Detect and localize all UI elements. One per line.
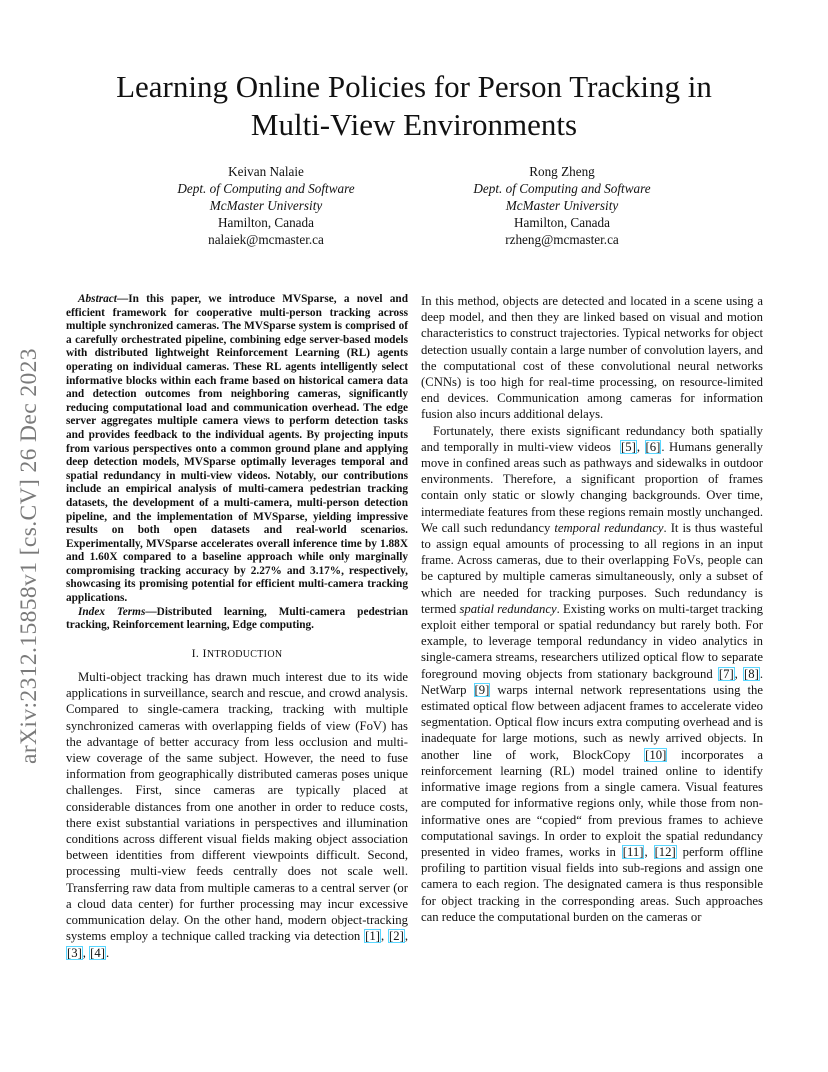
- section-title-rest: NTRODUCTION: [206, 648, 283, 660]
- author-location: Hamilton, Canada: [218, 215, 314, 230]
- citation-link[interactable]: [10]: [645, 747, 667, 762]
- text-run: incorporates a reinforcement learning (RL) model trained online to identify informative image regions from a single camera. Visual features are computed for informative regions only, while those from non-informative ones are “copied“ from previous frames to achieve computational savings. In order to exploit the spatial redundancy presented in video frames, works in: [421, 747, 764, 859]
- section-title-first: I: [202, 645, 207, 660]
- citation-link[interactable]: [9]: [474, 682, 490, 697]
- citation-link[interactable]: [6]: [645, 439, 661, 454]
- body-paragraph-1: In this method, objects are detected and located in a scene using a deep model, and then they are linked based on visual and motion characteristics to construct trajectories. Typical networks for object detection usually contain a large number of convolution layers, and the computational cost of these convolutional neural networks (CNNs) is too high for real-time processing, on resource-limited end devices. Communication among cameras for information fusion also incurs additional delays.: [421, 294, 763, 422]
- citation-link[interactable]: [8]: [744, 666, 759, 681]
- title-line-2: Multi-View Environments: [250, 107, 578, 142]
- author-email[interactable]: nalaiek@mcmaster.ca: [208, 232, 324, 247]
- citation-link[interactable]: [3]: [67, 945, 82, 960]
- text-run: . NetWarp: [421, 666, 764, 697]
- author-name: Keivan Nalaie: [228, 164, 304, 179]
- author-dept: Dept. of Computing and Software: [177, 181, 355, 196]
- index-terms: [66, 606, 408, 633]
- citation-link[interactable]: [5]: [621, 439, 636, 454]
- abstract-label: Abstract: [78, 293, 117, 305]
- author-univ: McMaster University: [505, 198, 619, 213]
- citation-link[interactable]: [7]: [718, 666, 734, 681]
- text-run: Fortunately, there exists significant redundancy both spatially and temporally in multi-view videos: [421, 423, 763, 454]
- arxiv-stamp-text[interactable]: arXiv:2312.15858v1 [cs.CV] 26 Dec 2023: [16, 348, 42, 764]
- citation-link[interactable]: [11]: [622, 844, 644, 859]
- citation-link[interactable]: [4]: [90, 945, 105, 960]
- author-block-2: [412, 163, 712, 248]
- text-run: . Humans generally move in confined areas such as pathways and sidewalks in outdoor environments. Therefore, a significant proportion of frames contain only static or slowly changing backgrounds. Over time, intermediate features from these regions remain mostly unchanged. We call such redundancy: [421, 439, 763, 535]
- author-location: Hamilton, Canada: [514, 215, 610, 230]
- citation-link[interactable]: [2]: [389, 929, 404, 944]
- temporal-redundancy-term: temporal redundancy: [554, 520, 664, 535]
- text-run: warps internal network representations using the estimated optical flow between adjacent frames to accelerate video segmentation. Optical flow incurs extra computing overhead and is inadequate for large motions, such as newly arrived objects. In another line of work, BlockCopy: [421, 682, 764, 762]
- citation-link[interactable]: [1]: [365, 929, 380, 944]
- index-terms-text: —Distributed learning, Multi-camera pedestrian tracking, Reinforcement learning, Edge computing.: [66, 605, 408, 632]
- intro-paragraph: Multi-object tracking has drawn much interest due to its wide applications in surveillance, search and rescue, and crowd analysis. Compared to single-camera tracking, tracking with multiple synchronized cameras with overlapping fields of view (FoV) has the advantage of better accuracy from less occlusion and multi-view coverage of the same subject. However, the need to fuse information from geographically distributed cameras poses unique challenges. First, since cameras are typically placed at considerable distances from one another in order to reduce costs, there exist substantial variations in perspectives and illumination conditions across different visual fields making object association between identities from different viewpoints difficult. Second, processing multi-view feeds centrally does not scale well. Transferring raw data from multiple cameras to a central server (or a cloud data center) for further processing may incur excessive communication delay. On the other hand, modern object-tracking systems employ a technique called tracking via detection [1], [2], [3], [4].: [66, 670, 408, 960]
- body-paragraph-2: Fortunately, there exists significant redundancy both spatially and temporally in multi-view videos [5], [6]. Humans generally move in confined areas such as pathways and sidewalks in outdoor environments. Therefore, a significant proportion of frames contain only static or slowly changing backgrounds. Over time, intermediate features from these regions remain mostly unchanged. We call such redundancy temporal redundancy. It is thus wasteful to assign equal amounts of processing to all regions in an input frame. Across cameras, due to their overlapping FoVs, people can be captured by multiple cameras simultaneously, only a subset of which are needed for tracking purposes. Such redundancy is termed spatial redundancy. Existing works on multi-target tracking exploit either temporal or spatial redundancy but rarely both. For example, to leverage temporal redundancy in video analytics in single-camera streams, researchers utilized optical flow to separate foreground moving objects from stationary background [7], [8]. NetWarp [9] warps internal network representations using the estimated optical flow between adjacent frames to accelerate video segmentation. Optical flow incurs extra computing overhead and is inadequate for large motions, such as newly arrived objects. In another line of work, BlockCopy [10] incorporates a reinforcement learning (RL) model trained online to identify informative image regions from a single camera. Visual features are computed for informative regions only, while those from non-informative ones are “copied“ from previous frames to achieve computational savings. In order to exploit the spatial redundancy presented in video frames, works in [11], [12] perform offline profiling to partition visual fields into sub-regions and assign one camera to each region. The designated camera is thus responsible for object tracking in the corresponding areas. Such approaches can reduce the computational burden on the cameras or: [421, 423, 764, 924]
- index-terms-label: Index Terms: [78, 605, 146, 618]
- abstract: [66, 293, 408, 606]
- section-heading: [66, 645, 408, 663]
- text-run: . Existing works on multi-target tracking exploit either temporal or spatial redundancy but rarely both. For example, to leverage temporal redundancy in video analytics in single-camera streams, researchers utilized optical flow to separate foreground moving objects from stationary background: [421, 601, 764, 681]
- paper-title: [40, 68, 788, 144]
- right-column: [421, 293, 763, 925]
- text-run: . It is thus wasteful to assign equal amounts of processing to all regions in an input frame. Across cameras, due to their overlapping FoVs, people can be captured by multiple cameras simultaneously, only a subset of which are needed for tracking purposes. Such redundancy is termed: [421, 520, 764, 616]
- citation-link[interactable]: [12]: [654, 844, 676, 859]
- intro-text: Multi-object tracking has drawn much interest due to its wide applications in surveillance, search and rescue, and crowd analysis. Compared to single-camera tracking, tracking with multiple synchronized cameras with overlapping fields of view (FoV) has the advantage of better accuracy from less occlusion and multi-view coverage of the same subject. However, the need to fuse information from geographically distributed cameras poses unique challenges. First, since cameras are typically placed at considerable distances from one another in order to reduce costs, there exist substantial variations in perspectives and illumination conditions across different visual fields making object association between identities from different viewpoints difficult. Second, processing multi-view feeds centrally does not scale well. Transferring raw data from multiple cameras to a central server (or a cloud data center) for further processing may incur excessive communication delay. On the other hand, modern object-tracking systems employ a technique called tracking via detection: [66, 670, 408, 944]
- abstract-text: —In this paper, we introduce MVSparse, a novel and efficient framework for cooperative multi-person tracking across multiple synchronized cameras. The MVSparse system is comprised of a carefully orchestrated pipeline, combining edge server-based models with distributed lightweight Reinforcement Learning (RL) agents operating on individual cameras. These RL agents intelligently select informative blocks within each frame based on historical camera data and detection outcomes from neighboring cameras, significantly reducing computational load and communication overhead. The edge server aggregates multiple camera views to perform detection tasks and provides feedback to the individual agents. By projecting inputs from various perspectives onto a common ground plane and applying deep detection models, MVSparse optimally leverages temporal and spatial redundancy in multi-view videos. Notably, our contributions include an empirical analysis of multi-camera pedestrian tracking datasets, the development of a multi-camera, multi-person detection pipeline, and the implementation of MVSparse, yielding impressive results on both open datasets and real-world scenarios. Experimentally, MVSparse accelerates overall inference time by 1.88X and 1.60X compared to a baseline approach while only marginally compromising tracking accuracy by 2.27% and 3.17%, respectively, showcasing its promising potential for efficient multi-camera tracking applications.: [66, 293, 408, 605]
- title-line-1: Learning Online Policies for Person Tracking in: [116, 69, 712, 104]
- arxiv-stamp: [16, 284, 52, 764]
- author-email[interactable]: rzheng@mcmaster.ca: [505, 232, 619, 247]
- section-number: I.: [191, 645, 200, 660]
- left-column: [66, 293, 408, 961]
- author-dept: Dept. of Computing and Software: [473, 181, 651, 196]
- spatial-redundancy-term: spatial redundancy: [459, 601, 557, 616]
- author-block-1: [116, 163, 416, 248]
- text-run: perform offline profiling to partition visual fields into sub-regions and assign one camera to each region. The designated camera is thus responsible for object tracking in the corresponding areas. Such approaches can reduce the computational burden on the cameras or: [421, 844, 764, 924]
- author-univ: McMaster University: [209, 198, 323, 213]
- author-name: Rong Zheng: [529, 164, 595, 179]
